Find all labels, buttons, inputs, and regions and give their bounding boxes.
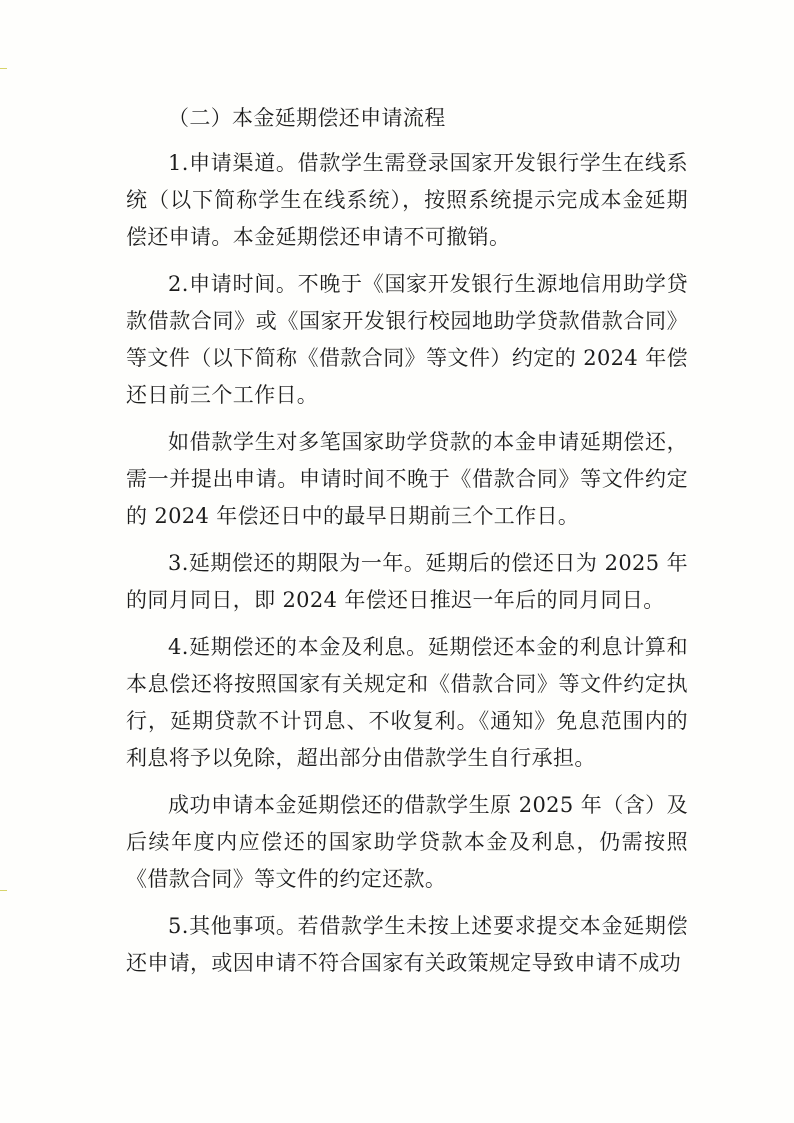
paragraph-application-time: 2.申请时间。不晚于《国家开发银行生源地信用助学贷款借款合同》或《国家开发银行校园地助学贷款借款合同》等文件（以下简称《借款合同》等文件）约定的 2024 年偿还日前三个工作日。: [126, 272, 688, 407]
paragraph-application-channel: 1.申请渠道。借款学生需登录国家开发银行学生在线系统（以下简称学生在线系统），按照系统提示完成本金延期偿还申请。本金延期偿还申请不可撤销。: [126, 151, 688, 249]
paragraph-multiple-loans: 如借款学生对多笔国家助学贷款的本金申请延期偿还，需一并提出申请。申请时间不晚于《借款合同》等文件约定的 2024 年偿还日中的最早日期前三个工作日。: [126, 430, 688, 528]
paragraph-subsequent-repayment: 成功申请本金延期偿还的借款学生原 2025 年（含）及后续年度内应偿还的国家助学贷款本金及利息，仍需按照《借款合同》等文件的约定还款。: [126, 793, 688, 891]
paragraph-principal-interest: 4.延期偿还的本金及利息。延期偿还本金的利息计算和本息偿还将按照国家有关规定和《借款合同》等文件约定执行，延期贷款不计罚息、不收复利。《通知》免息范围内的利息将予以免除，超出部分由借款学生自行承担。: [126, 635, 688, 770]
paragraph-other-matters: 5.其他事项。若借款学生未按上述要求提交本金延期偿还申请，或因申请不符合国家有关政策规定导致申请不成功: [126, 914, 688, 975]
paragraph-deferral-period: 3.延期偿还的期限为一年。延期后的偿还日为 2025 年的同月同日，即 2024 年偿还日推迟一年后的同月同日。: [126, 551, 688, 612]
scan-margin-mark: [0, 68, 7, 69]
document-body: [126, 100, 688, 992]
scan-margin-mark: [0, 890, 7, 891]
section-heading: （二）本金延期偿还申请流程: [168, 106, 446, 130]
